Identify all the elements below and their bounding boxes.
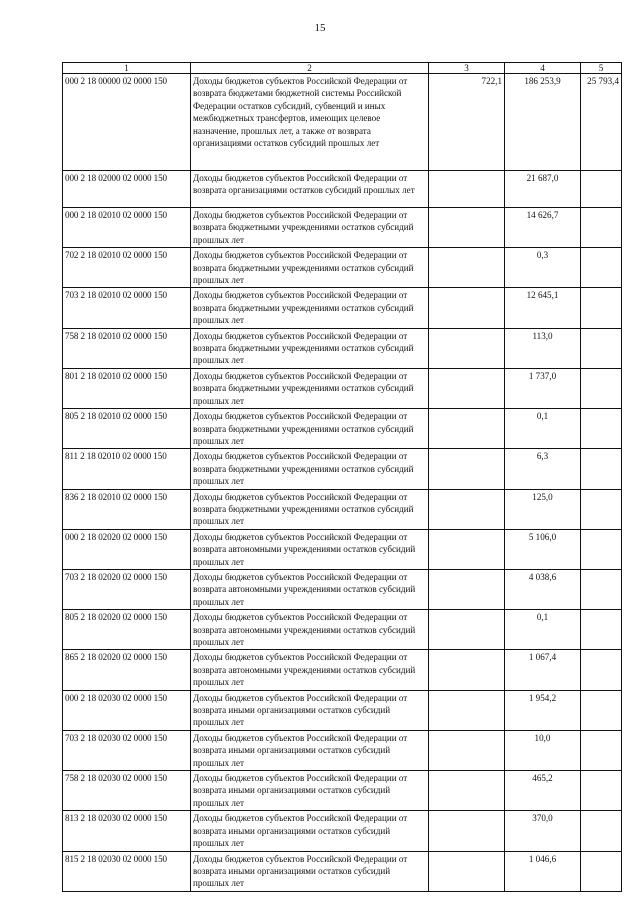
value-col-3-cell xyxy=(429,368,505,408)
description-cell: Доходы бюджетов субъектов Российской Федерации от возврата организациями остатков субсидий прошлых лет xyxy=(191,171,429,208)
value-col-4-cell: 12 645,1 xyxy=(505,288,581,328)
value-col-5-cell xyxy=(581,811,622,851)
value-col-3-cell xyxy=(429,650,505,690)
description-cell: Доходы бюджетов субъектов Российской Федерации от возврата автономными учреждениями остатков субсидий прошлых лет xyxy=(191,569,429,609)
value-col-3-cell xyxy=(429,690,505,730)
description-cell: Доходы бюджетов субъектов Российской Федерации от возврата бюджетными учреждениями остатков субсидий прошлых лет xyxy=(191,288,429,328)
value-col-3-cell: 722,1 xyxy=(429,74,505,171)
budget-code-cell: 811 2 18 02010 02 0000 150 xyxy=(63,449,191,489)
budget-code-cell: 813 2 18 02030 02 0000 150 xyxy=(63,811,191,851)
value-col-3-cell xyxy=(429,529,505,569)
value-col-4-cell: 125,0 xyxy=(505,489,581,529)
value-col-5-cell xyxy=(581,569,622,609)
value-col-5-cell: 25 793,4 xyxy=(581,74,622,171)
value-col-5-cell xyxy=(581,171,622,208)
value-col-5-cell xyxy=(581,409,622,449)
header-col-1: 1 xyxy=(63,63,191,74)
value-col-4-cell: 113,0 xyxy=(505,328,581,368)
budget-code-cell: 815 2 18 02030 02 0000 150 xyxy=(63,851,191,891)
value-col-4-cell: 1 046,6 xyxy=(505,851,581,891)
description-cell: Доходы бюджетов субъектов Российской Федерации от возврата бюджетами бюджетной системы Российской Федерации остатков субсидий, субвенций и иных межбюджетных трансфертов, имеющих целевое назначение, прошлых лет, а также от возврата организациями остатков субсидий прошлых лет xyxy=(191,74,429,171)
value-col-3-cell xyxy=(429,771,505,811)
table-row xyxy=(63,171,622,208)
value-col-5-cell xyxy=(581,771,622,811)
budget-code-cell: 000 2 18 00000 02 0000 150 xyxy=(63,74,191,171)
table-row xyxy=(63,650,622,690)
value-col-5-cell xyxy=(581,248,622,288)
budget-code-cell: 702 2 18 02010 02 0000 150 xyxy=(63,248,191,288)
value-col-3-cell xyxy=(429,610,505,650)
value-col-4-cell: 370,0 xyxy=(505,811,581,851)
budget-code-cell: 703 2 18 02020 02 0000 150 xyxy=(63,569,191,609)
table-row xyxy=(63,248,622,288)
value-col-3-cell xyxy=(429,489,505,529)
description-cell: Доходы бюджетов субъектов Российской Федерации от возврата автономными учреждениями остатков субсидий прошлых лет xyxy=(191,610,429,650)
description-cell: Доходы бюджетов субъектов Российской Федерации от возврата бюджетными учреждениями остатков субсидий прошлых лет xyxy=(191,409,429,449)
value-col-3-cell xyxy=(429,569,505,609)
description-cell: Доходы бюджетов субъектов Российской Федерации от возврата иными организациями остатков субсидий прошлых лет xyxy=(191,771,429,811)
description-cell: Доходы бюджетов субъектов Российской Федерации от возврата иными организациями остатков субсидий прошлых лет xyxy=(191,690,429,730)
table-header-row xyxy=(63,63,622,74)
description-cell: Доходы бюджетов субъектов Российской Федерации от возврата бюджетными учреждениями остатков субсидий прошлых лет xyxy=(191,368,429,408)
value-col-3-cell xyxy=(429,811,505,851)
budget-code-cell: 805 2 18 02010 02 0000 150 xyxy=(63,409,191,449)
budget-code-cell: 865 2 18 02020 02 0000 150 xyxy=(63,650,191,690)
value-col-5-cell xyxy=(581,328,622,368)
table-row xyxy=(63,569,622,609)
value-col-3-cell xyxy=(429,851,505,891)
table-row xyxy=(63,489,622,529)
description-cell: Доходы бюджетов субъектов Российской Федерации от возврата автономными учреждениями остатков субсидий прошлых лет xyxy=(191,650,429,690)
description-cell: Доходы бюджетов субъектов Российской Федерации от возврата бюджетными учреждениями остатков субсидий прошлых лет xyxy=(191,449,429,489)
table-row xyxy=(63,851,622,891)
table-row xyxy=(63,529,622,569)
header-col-2: 2 xyxy=(191,63,429,74)
table-row xyxy=(63,811,622,851)
value-col-4-cell: 14 626,7 xyxy=(505,208,581,248)
value-col-5-cell xyxy=(581,851,622,891)
table-row xyxy=(63,690,622,730)
value-col-4-cell: 10,0 xyxy=(505,730,581,770)
table-row xyxy=(63,409,622,449)
value-col-5-cell xyxy=(581,730,622,770)
header-col-5: 5 xyxy=(581,63,622,74)
table-row xyxy=(63,771,622,811)
value-col-5-cell xyxy=(581,288,622,328)
value-col-3-cell xyxy=(429,288,505,328)
budget-code-cell: 000 2 18 02000 02 0000 150 xyxy=(63,171,191,208)
value-col-3-cell xyxy=(429,248,505,288)
budget-code-cell: 801 2 18 02010 02 0000 150 xyxy=(63,368,191,408)
value-col-4-cell: 1 954,2 xyxy=(505,690,581,730)
value-col-4-cell: 186 253,9 xyxy=(505,74,581,171)
table-row xyxy=(63,730,622,770)
description-cell: Доходы бюджетов субъектов Российской Федерации от возврата иными организациями остатков субсидий прошлых лет xyxy=(191,730,429,770)
budget-table xyxy=(62,62,622,892)
value-col-4-cell: 5 106,0 xyxy=(505,529,581,569)
value-col-3-cell xyxy=(429,409,505,449)
value-col-4-cell: 1 737,0 xyxy=(505,368,581,408)
header-col-3: 3 xyxy=(429,63,505,74)
budget-code-cell: 836 2 18 02010 02 0000 150 xyxy=(63,489,191,529)
budget-code-cell: 758 2 18 02010 02 0000 150 xyxy=(63,328,191,368)
page-number: 15 xyxy=(314,22,326,34)
value-col-4-cell: 4 038,6 xyxy=(505,569,581,609)
value-col-3-cell xyxy=(429,208,505,248)
value-col-3-cell xyxy=(429,730,505,770)
value-col-5-cell xyxy=(581,610,622,650)
table-row xyxy=(63,74,622,171)
header-col-4: 4 xyxy=(505,63,581,74)
description-cell: Доходы бюджетов субъектов Российской Федерации от возврата бюджетными учреждениями остатков субсидий прошлых лет xyxy=(191,328,429,368)
budget-code-cell: 703 2 18 02030 02 0000 150 xyxy=(63,730,191,770)
value-col-5-cell xyxy=(581,489,622,529)
description-cell: Доходы бюджетов субъектов Российской Федерации от возврата иными организациями остатков субсидий прошлых лет xyxy=(191,811,429,851)
budget-code-cell: 758 2 18 02030 02 0000 150 xyxy=(63,771,191,811)
value-col-4-cell: 21 687,0 xyxy=(505,171,581,208)
value-col-4-cell: 1 067,4 xyxy=(505,650,581,690)
table-body xyxy=(63,74,622,892)
budget-code-cell: 703 2 18 02010 02 0000 150 xyxy=(63,288,191,328)
value-col-5-cell xyxy=(581,368,622,408)
budget-code-cell: 000 2 18 02010 02 0000 150 xyxy=(63,208,191,248)
budget-code-cell: 805 2 18 02020 02 0000 150 xyxy=(63,610,191,650)
value-col-4-cell: 6,3 xyxy=(505,449,581,489)
value-col-4-cell: 0,3 xyxy=(505,248,581,288)
budget-code-cell: 000 2 18 02030 02 0000 150 xyxy=(63,690,191,730)
table-row xyxy=(63,449,622,489)
value-col-5-cell xyxy=(581,690,622,730)
table-row xyxy=(63,610,622,650)
budget-code-cell: 000 2 18 02020 02 0000 150 xyxy=(63,529,191,569)
table-row xyxy=(63,368,622,408)
value-col-4-cell: 465,2 xyxy=(505,771,581,811)
value-col-3-cell xyxy=(429,171,505,208)
value-col-3-cell xyxy=(429,328,505,368)
value-col-5-cell xyxy=(581,449,622,489)
value-col-3-cell xyxy=(429,449,505,489)
value-col-5-cell xyxy=(581,650,622,690)
description-cell: Доходы бюджетов субъектов Российской Федерации от возврата бюджетными учреждениями остатков субсидий прошлых лет xyxy=(191,248,429,288)
value-col-4-cell: 0,1 xyxy=(505,610,581,650)
description-cell: Доходы бюджетов субъектов Российской Федерации от возврата иными организациями остатков субсидий прошлых лет xyxy=(191,851,429,891)
value-col-4-cell: 0,1 xyxy=(505,409,581,449)
table-row xyxy=(63,208,622,248)
value-col-5-cell xyxy=(581,529,622,569)
description-cell: Доходы бюджетов субъектов Российской Федерации от возврата автономными учреждениями остатков субсидий прошлых лет xyxy=(191,529,429,569)
description-cell: Доходы бюджетов субъектов Российской Федерации от возврата бюджетными учреждениями остатков субсидий прошлых лет xyxy=(191,489,429,529)
description-cell: Доходы бюджетов субъектов Российской Федерации от возврата бюджетными учреждениями остатков субсидий прошлых лет xyxy=(191,208,429,248)
table-row xyxy=(63,328,622,368)
value-col-5-cell xyxy=(581,208,622,248)
table-row xyxy=(63,288,622,328)
